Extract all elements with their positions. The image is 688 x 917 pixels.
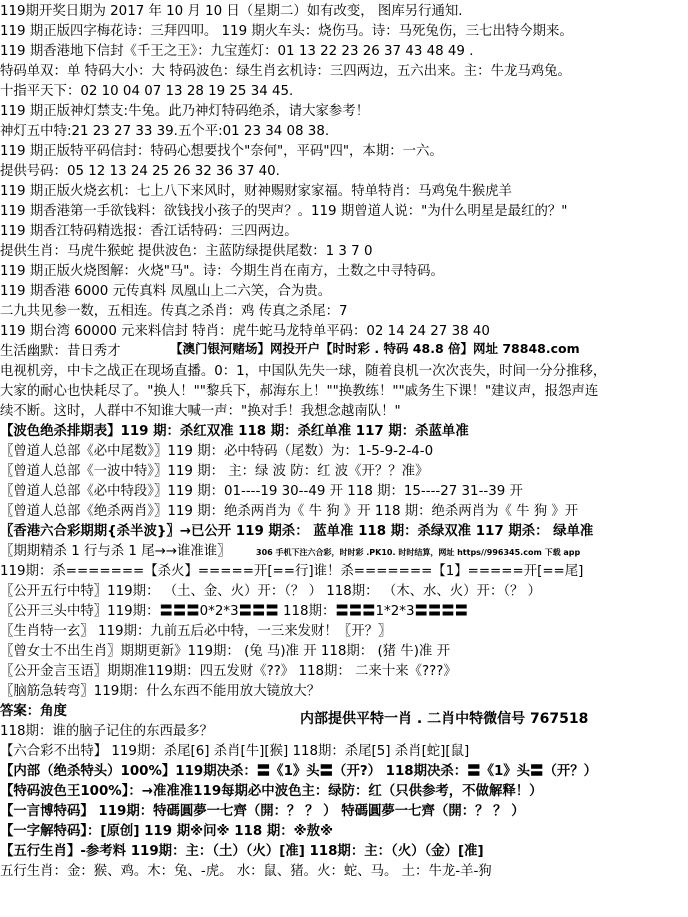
text-line: 119 期香港第一手欲钱料：欲钱找小孩子的哭声？。119 期曾道人说："为什么明星是最红的？"	[0, 204, 568, 219]
casino-ad-banner: 【澳门银河赌场】网投开户【时时彩 . 特码 48.8 倍】网址 78848.com	[170, 341, 580, 356]
text-line: 生活幽默：昔日秀才	[0, 344, 121, 359]
text-line: 〖公开金言玉语〗期期准119期：四五发财《??》 118期： 二来十来《???》	[0, 664, 457, 679]
text-line: 119 期正版火烧图解：火烧"马"。诗：今期生肖在南方，土数之中寻特码。	[0, 264, 444, 279]
text-line: 〖公开五行中特〗119期： （土、金、火）开：（？ ） 118期： （木、水、火）开：（？ ）	[0, 584, 542, 599]
text-line: 〖香港六合彩期期{杀半波}〗→已公开 119 期杀： 蓝单准 118 期：杀绿双准 117 期杀： 绿单准	[0, 524, 594, 539]
text-line: 【特码波色王100%】：→准准准119每期必中波色主：绿防：红（只供参考，不做解释！）	[0, 784, 543, 799]
text-line: 119 期正版四字梅花诗：三拜四叩。 119 期火车头：烧伤马。诗：马死兔伤，三七出特今期来。	[0, 24, 573, 39]
text-line: 【内部（绝杀特头）100%】119期决杀：〓《1》头〓（开?） 118期决杀：〓《1》头〓（开？）	[0, 764, 598, 779]
text-line: 〖曾女士不出生肖〗期期更新》119期： (兔 马)准 开 118期： (猪 牛)准 开	[0, 644, 450, 659]
text-line: 119期：杀=======【杀火】=====开[==行]谁！杀=======【1】=====开[==尾]	[0, 564, 584, 579]
text-line: 〖生肖特一玄〗 119期：九前五后必中特，一三来发财！〖开？〗	[0, 624, 392, 639]
text-line: 119 期正版神灯禁支:牛兔。此乃神灯特码绝杀，请大家参考！	[0, 104, 370, 119]
text-line: 【一言博特码】 119期：特碼圓夢一七齊（開：？ ？ ） 特碼圓夢一七齊（開：？ ？ ）	[0, 804, 525, 819]
text-line: 特码单双：单 特码大小：大 特码波色：绿生肖玄机诗：三四两边，五六出来。主：牛龙马鸡兔。	[0, 64, 571, 79]
text-line: 大家的耐心也快耗尽了。"换人！""黎兵下，郝海东上！""换教练！""戚务生下课！"建议声，报怨声连	[0, 384, 599, 399]
text-line: 119 期香江特码精选报：香江话特码：三四两边。	[0, 224, 298, 239]
text-line: 提供号码：05 12 13 24 25 26 32 36 37 40.	[0, 164, 280, 179]
text-line: 【一字解特码】：[原创] 119 期※问※ 118 期：※敖※	[0, 824, 334, 839]
text-line: 〖脑筋急转弯〗119期：什么东西不能用放大镜放大？	[0, 684, 321, 699]
text-line: 〖期期精杀 1 行与杀 1 尾→→谁准谁〗	[0, 544, 231, 559]
text-line: 【波色绝杀排期表】119 期：杀红双准 118 期：杀红单准 117 期：杀蓝单准	[0, 424, 469, 439]
text-line: 119 期香港 6000 元传真料 凤凰山上二六笑，合为贵。	[0, 284, 332, 299]
text-line: 【六合彩不出特】 119期：杀尾[6] 杀肖[牛][猴] 118期：杀尾[5] 杀肖[蛇][鼠]	[0, 744, 470, 759]
text-line: 119 期香港地下信封《千王之王》：九宝莲灯：01 13 22 23 26 37 43 48 49 .	[0, 44, 474, 59]
text-line: 〖曾道人总部《必中特段》〗119 期：01----19 30--49 开 118 期：15----27 31--39 开	[0, 484, 523, 499]
text-line: 十指平天下：02 10 04 07 13 28 19 25 34 45.	[0, 84, 294, 99]
app-ad-note: 306 手机下注六合彩，时时彩 .PK10. 时时结算，网址 https//996345.com 下载 app	[256, 548, 581, 557]
text-line: 119期开奖日期为 2017 年 10 月 10 日（星期二）如有改变， 图库另行通知.	[0, 4, 463, 19]
text-line: 答案：角度	[0, 704, 67, 719]
text-line: 119 期正版火烧玄机：七上八下来风时，财神赐财家家福。特单特肖：马鸡兔牛猴虎羊	[0, 184, 512, 199]
text-line: 119 期正版特平码信封：特码心想要找个"奈何"，平码"四"，本期：一六。	[0, 144, 443, 159]
text-line: 119 期台湾 60000 元来料信封 特肖：虎牛蛇马龙特单平码：02 14 24 27 38 40	[0, 324, 490, 339]
text-line: 〖曾道人总部《必中尾数》〗119 期：必中特码（尾数）为：1-5-9-2-4-0	[0, 444, 434, 459]
text-line: 〖公开三头中特〗119期：〓〓〓0*2*3〓〓〓 118期：〓〓〓1*2*3〓〓〓〓	[0, 604, 469, 619]
text-line: 五行生肖：金：猴、鸡。木：兔、-虎。 水：鼠、猪。火：蛇、马。 土：牛龙-羊-狗	[0, 864, 492, 879]
text-line: 提供生肖：马虎牛猴蛇 提供波色：主蓝防绿提供尾数：1 3 7 0	[0, 244, 373, 259]
text-line: 〖曾道人总部《绝杀两肖》〗119 期：绝杀两肖为《 牛 狗 》开 118 期：绝杀两肖为《 牛 狗 》开	[0, 504, 579, 519]
text-line: 二九共见参一数，五相连。传真之杀肖：鸡 传真之杀尾：7	[0, 304, 348, 319]
text-line: 【五行生肖】-参考料 119期：主：（土）（火）[准] 118期：主：（火）（金）[准]	[0, 844, 484, 859]
text-line: 〖曾道人总部《一波中特》〗119 期： 主：绿 波 防：红 波《开？？准》	[0, 464, 429, 479]
text-line: 神灯五中特:21 23 27 33 39.五个平:01 23 34 08 38.	[0, 124, 330, 139]
text-line: 续不断。这时，人群中不知谁大喊一声："换对手！我想念越南队！"	[0, 404, 401, 419]
wechat-ad: 内部提供平特一肖 . 二肖中特微信号 767518	[300, 711, 589, 727]
text-line: 电视机旁，中卡之战正在现场直播。0：1，中国队先失一球，随着良机一次次丧失，时间一分分推移，	[0, 364, 607, 379]
text-line: 118期：谁的脑子记住的东西最多？	[0, 724, 214, 739]
